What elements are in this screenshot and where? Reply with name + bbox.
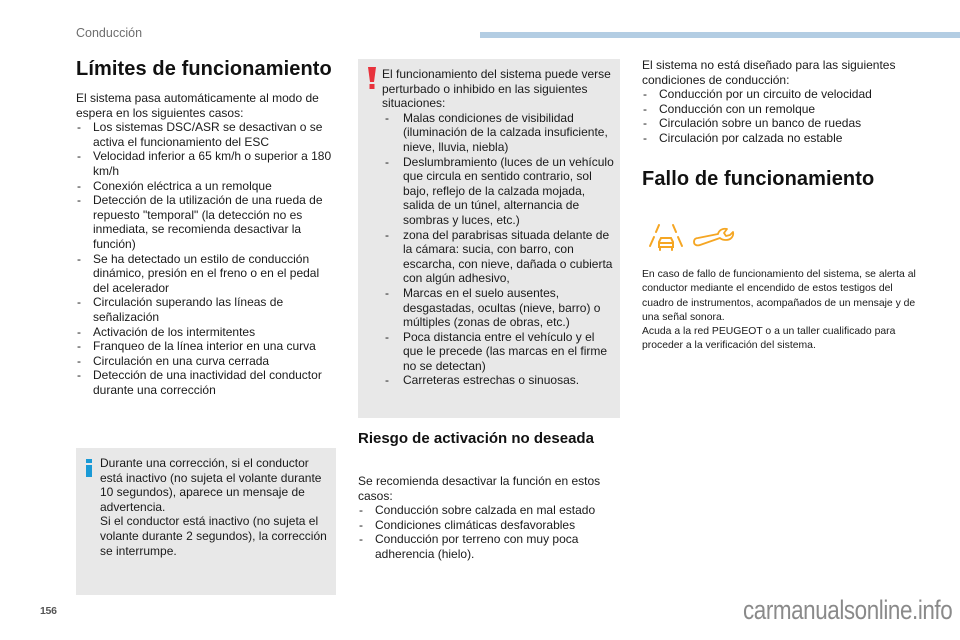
list-item: - Franqueo de la línea interior en una curva [76, 339, 338, 354]
not-designed-list [642, 87, 912, 145]
fault-text [642, 268, 917, 354]
left-column [76, 58, 338, 397]
list-item: - Circulación por calzada no estable [642, 131, 912, 146]
list-item: - Condiciones climáticas desfavorables [358, 518, 622, 533]
list-item: - Conducción por terreno con muy poca adherencia (hielo). [358, 532, 622, 561]
list-item: - Los sistemas DSC/ASR se desactivan o se activa el funcionamiento del ESC [76, 120, 338, 149]
fault-paragraph: En caso de fallo de funcionamiento del sistema, se alerta al conductor mediante el encendido de estos testigos del cuadro de instrumentos, acompañados de un mensaje y de una señal sonora. [642, 269, 916, 323]
info-box [76, 448, 336, 595]
risk-list [358, 503, 622, 561]
fault-title: Fallo de funcionamiento [642, 167, 875, 190]
section-header: Conducción [76, 26, 143, 40]
fault-icons [648, 222, 738, 256]
warning-exclamation-icon [368, 67, 376, 89]
list-item: - Activación de los intermitentes [76, 325, 338, 340]
warning-list [382, 111, 616, 388]
list-item: - Detección de la utilización de una rueda de repuesto "temporal" (la detección no es inmediata, se recomienda desactivar la función) [76, 193, 338, 251]
watermark: carmanualsonline.info [743, 595, 953, 625]
not-designed-intro: El sistema no está diseñado para las siguientes condiciones de conducción: [642, 58, 896, 87]
risk-section [358, 430, 622, 562]
info-icon [86, 459, 92, 477]
list-item: - Deslumbramiento (luces de un vehículo que circula en sentido contrario, sol bajo, reflejo de la calzada mojada, salida de un túnel, alternancia de sombras y luces, etc.) [384, 155, 616, 228]
list-item: - Circulación en una curva cerrada [76, 354, 338, 369]
list-item: - Circulación sobre un banco de ruedas [642, 116, 912, 131]
risk-title: Riesgo de activación no deseada [358, 430, 594, 447]
right-column [642, 58, 912, 191]
list-item: - Malas condiciones de visibilidad (iluminación de la calzada insuficiente, nieve, lluvia, niebla) [384, 111, 616, 155]
list-item: - Conducción sobre calzada en mal estado [358, 503, 622, 518]
warning-intro: El funcionamiento del sistema puede verse perturbado o inhibido en las siguientes situaciones: [382, 67, 611, 111]
service-wrench-icon [692, 226, 736, 248]
list-item: - zona del parabrisas situada delante de la cámara: sucia, con barro, con escarcha, con nieve, dañada o cubierta con algún adhesivo, [384, 228, 616, 286]
risk-text [358, 474, 622, 562]
list-item: - Carreteras estrechas o sinuosas. [384, 373, 616, 388]
list-item: - Detección de una inactividad del conductor durante una corrección [76, 368, 338, 397]
warning-box [358, 59, 620, 418]
limits-text [76, 91, 338, 397]
info-box-text [100, 456, 332, 558]
limits-list [76, 120, 338, 397]
warning-text [382, 67, 616, 388]
fault-paragraph: Acuda a la red PEUGEOT o a un taller cualificado para proceder a la verificación del sistema. [642, 326, 896, 352]
not-designed-text [642, 58, 912, 146]
list-item: - Circulación superando las líneas de señalización [76, 295, 338, 324]
list-item: - Velocidad inferior a 65 km/h o superior a 180 km/h [76, 149, 338, 178]
list-item: - Marcas en el suelo ausentes, desgastadas, ocultas (nieve, barro) o múltiples (zonas de obras, etc.) [384, 286, 616, 330]
header-bar [480, 32, 960, 38]
lane-keeping-warning-icon [648, 224, 684, 254]
list-item: - Conexión eléctrica a un remolque [76, 179, 338, 194]
page-title: Límites de funcionamiento [76, 58, 332, 80]
risk-intro: Se recomienda desactivar la función en estos casos: [358, 474, 601, 503]
info-paragraph: Durante una corrección, si el conductor está inactivo (no sujeta el volante durante 10 segundos), aparece un mensaje de advertencia. [100, 456, 322, 514]
info-paragraph: Si el conductor está inactivo (no sujeta el volante durante 2 segundos), la corrección se interrumpe. [100, 514, 327, 558]
list-item: - Conducción por un circuito de velocidad [642, 87, 912, 102]
list-item: - Se ha detectado un estilo de conducción dinámico, presión en el freno o en el pedal del acelerador [76, 252, 338, 296]
list-item: - Poca distancia entre el vehículo y el que le precede (las marcas en el firme no se detectan) [384, 330, 616, 374]
limits-intro: El sistema pasa automáticamente al modo de espera en los siguientes casos: [76, 91, 319, 120]
page-number: 156 [40, 605, 57, 617]
list-item: - Conducción con un remolque [642, 102, 912, 117]
